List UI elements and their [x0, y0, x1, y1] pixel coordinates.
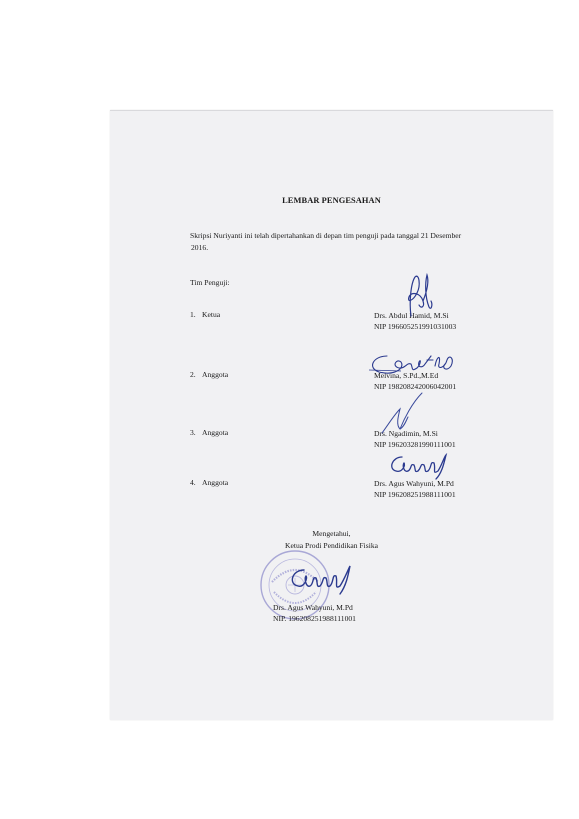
- member-name: Drs. Ngadimin, M.Si: [374, 429, 438, 438]
- member-role-label: Ketua: [202, 310, 221, 319]
- member-name: Drs. Agus Wahyuni, M.Pd: [374, 479, 454, 488]
- document-title: LEMBAR PENGESAHAN: [282, 196, 381, 205]
- member-role-2: [190, 370, 228, 379]
- member-nip: NIP 196605251991031003: [374, 322, 457, 331]
- member-name: Melvina, S.Pd.,M.Ed: [374, 371, 439, 380]
- member-name: Drs. Abdul Hamid, M.Si: [374, 311, 449, 320]
- head-nip: NIP. 196208251988111001: [273, 614, 356, 623]
- signature-melvina: [365, 346, 455, 380]
- member-role-label: Anggota: [202, 370, 229, 379]
- member-number: 1.: [190, 310, 196, 319]
- member-nip: NIP 196203281990111001: [374, 440, 456, 449]
- member-number: 3.: [190, 428, 196, 437]
- member-role-label: Anggota: [202, 428, 229, 437]
- head-title: Ketua Prodi Pendidikan Fisika: [284, 541, 379, 550]
- signature-ngadimin: [378, 391, 428, 436]
- member-role-label: Anggota: [202, 478, 229, 487]
- signature-agus-wahyuni: [386, 451, 450, 481]
- document-page: [110, 110, 553, 720]
- acknowledged-label: Mengetahui,: [312, 529, 351, 538]
- signature-head: [286, 562, 356, 596]
- team-label: Tim Penguji:: [190, 278, 230, 287]
- member-role-3: [190, 428, 228, 437]
- head-name: Drs. Agus Wahyuni, M.Pd: [273, 603, 353, 612]
- intro-line-2: 2016.: [191, 242, 209, 252]
- member-nip: NIP 196208251988111001: [374, 490, 456, 499]
- head-signature-block: [273, 602, 356, 624]
- member-role-4: [190, 478, 228, 487]
- member-nip: NIP 198208242006042001: [374, 382, 457, 391]
- member-number: 4.: [190, 478, 196, 487]
- signature-ketua: [399, 271, 439, 321]
- member-role-1: [190, 310, 220, 319]
- intro-paragraph: [190, 230, 490, 253]
- intro-line-1: Skripsi Nuriyanti ini telah dipertahankan di depan tim penguji pada tanggal 21 Desember: [190, 231, 462, 240]
- member-info-4: [374, 478, 456, 500]
- member-number: 2.: [190, 370, 196, 379]
